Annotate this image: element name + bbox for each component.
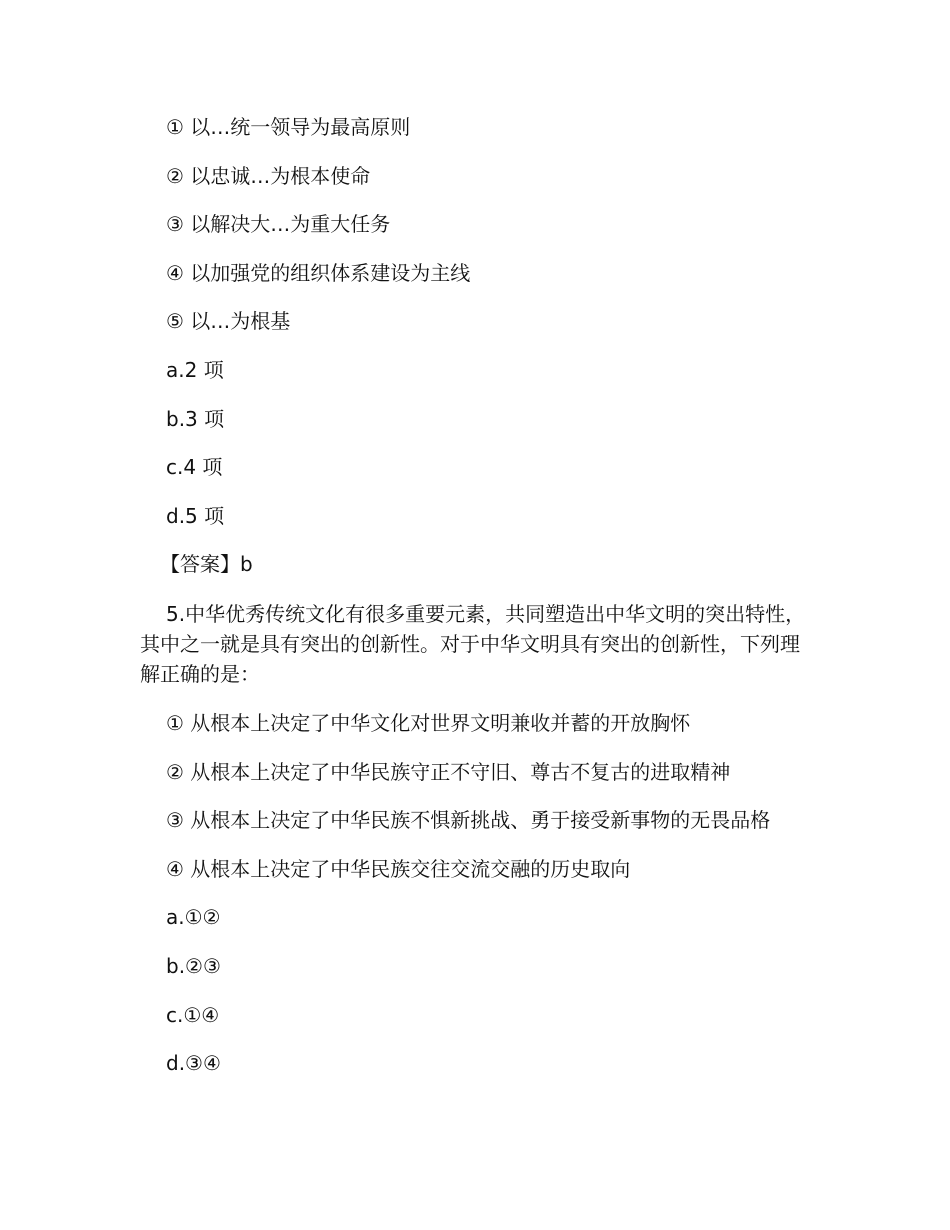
q4-item-3: ③ 以解决大…为重大任务	[166, 212, 391, 237]
q5-option-b: b.②③	[166, 953, 221, 978]
q4-option-c: c.4 项	[166, 455, 223, 480]
q5-option-a: a.①②	[166, 905, 221, 930]
q4-item-4: ④ 以加强党的组织体系建设为主线	[166, 260, 471, 285]
q5-option-d: d.③④	[166, 1051, 221, 1076]
q5-item-1: ① 从根本上决定了中华文化对世界文明兼收并蓄的开放胸怀	[166, 710, 691, 735]
q5-option-c: c.①④	[166, 1002, 220, 1027]
q5-item-4: ④ 从根本上决定了中华民族交往交流交融的历史取向	[166, 856, 631, 881]
document-page	[140, 112, 810, 1097]
q5-item-2: ② 从根本上决定了中华民族守正不守旧、尊古不复古的进取精神	[166, 759, 731, 784]
q4-item-5: ⑤ 以…为根基	[166, 309, 291, 334]
q4-answer: 【答案】b	[160, 552, 253, 577]
q4-option-d: d.5 项	[166, 503, 225, 528]
q5-question: 5.中华优秀传统文化有很多重要元素，共同塑造出中华文明的突出特性，其中之一就是具有突出的创新性。对于中华文明具有突出的创新性，下列理解正确的是：	[140, 602, 806, 687]
q4-item-2: ② 以忠诚…为根本使命	[166, 163, 371, 188]
q5-item-3: ③ 从根本上决定了中华民族不惧新挑战、勇于接受新事物的无畏品格	[166, 808, 771, 833]
q4-option-a: a.2 项	[166, 357, 224, 382]
q4-option-b: b.3 项	[166, 406, 225, 431]
q4-item-1: ① 以…统一领导为最高原则	[166, 115, 411, 139]
